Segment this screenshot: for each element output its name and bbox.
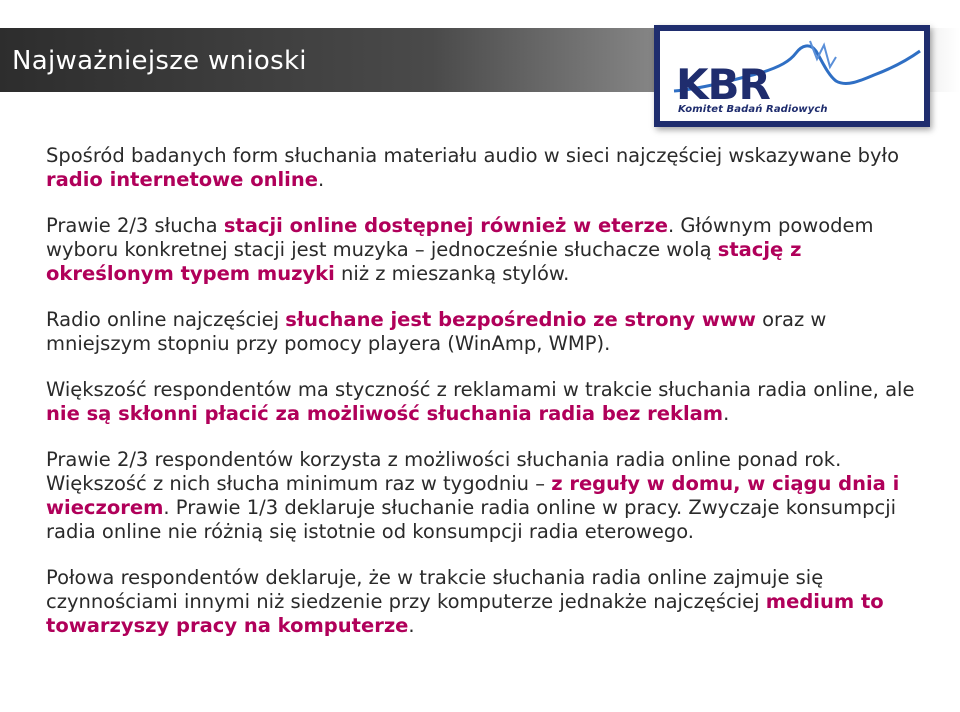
paragraph-text: Spośród badanych form słuchania materiału audio w sieci najczęściej wskazywane było bbox=[46, 144, 900, 167]
conclusion-paragraph bbox=[46, 308, 926, 356]
slide-title: Najważniejsze wnioski bbox=[12, 46, 307, 76]
paragraph-text: . bbox=[317, 168, 325, 191]
paragraph-text: . bbox=[723, 402, 730, 425]
paragraph-text: Większość respondentów ma styczność z reklamami w trakcie słuchania radia online, ale bbox=[46, 378, 915, 401]
logo-letters: KBR bbox=[676, 60, 770, 109]
paragraph-text: Radio online najczęściej bbox=[46, 308, 286, 331]
highlighted-text: słuchane jest bezpośrednio ze strony www bbox=[285, 308, 756, 331]
highlighted-text: stację z określonym typem muzyki bbox=[46, 238, 802, 285]
logo-subtitle: Komitet Badań Radiowych bbox=[678, 104, 828, 115]
highlighted-text: nie są skłonni płacić za możliwość słuchania radia bez reklam bbox=[46, 402, 724, 425]
conclusion-paragraph bbox=[46, 214, 926, 286]
highlighted-text: stacji online dostępnej również w eterze bbox=[223, 214, 668, 237]
paragraph-text: oraz w mniejszym stopniu przy pomocy playera (WinAmp, WMP). bbox=[46, 308, 827, 355]
paragraph-text: . bbox=[408, 614, 415, 637]
conclusion-paragraph bbox=[46, 448, 926, 544]
highlighted-text: medium to towarzyszy pracy na komputerze bbox=[46, 590, 884, 637]
conclusion-paragraph bbox=[46, 566, 926, 638]
kbr-logo-panel bbox=[660, 31, 924, 121]
paragraph-text: Prawie 2/3 respondentów korzysta z możliwości słuchania radia online ponad rok. Większość z nich słucha minimum raz w tygodniu – bbox=[46, 448, 842, 495]
conclusion-paragraph bbox=[46, 378, 926, 426]
conclusion-paragraph bbox=[46, 144, 926, 192]
kbr-logo bbox=[654, 25, 930, 127]
conclusions-list bbox=[46, 144, 926, 638]
paragraph-text: Prawie 2/3 słucha bbox=[46, 214, 224, 237]
paragraph-text: . Prawie 1/3 deklaruje słuchanie radia online w pracy. Zwyczaje konsumpcji radia online nie różnią się istotnie od konsumpcji radia eterowego. bbox=[46, 496, 897, 543]
highlighted-text: z reguły w domu, w ciągu dnia i wieczorem bbox=[46, 472, 900, 519]
paragraph-text: . Głównym powodem wyboru konkretnej stacji jest muzyka – jednocześnie słuchacze wolą bbox=[46, 214, 874, 261]
paragraph-text: Połowa respondentów deklaruje, że w trakcie słuchania radia online zajmuje się czynnościami innymi niż siedzenie przy komputerze jednakże najczęściej bbox=[46, 566, 824, 613]
paragraph-text: niż z mieszanką stylów. bbox=[334, 262, 570, 285]
highlighted-text: radio internetowe online bbox=[46, 168, 318, 191]
